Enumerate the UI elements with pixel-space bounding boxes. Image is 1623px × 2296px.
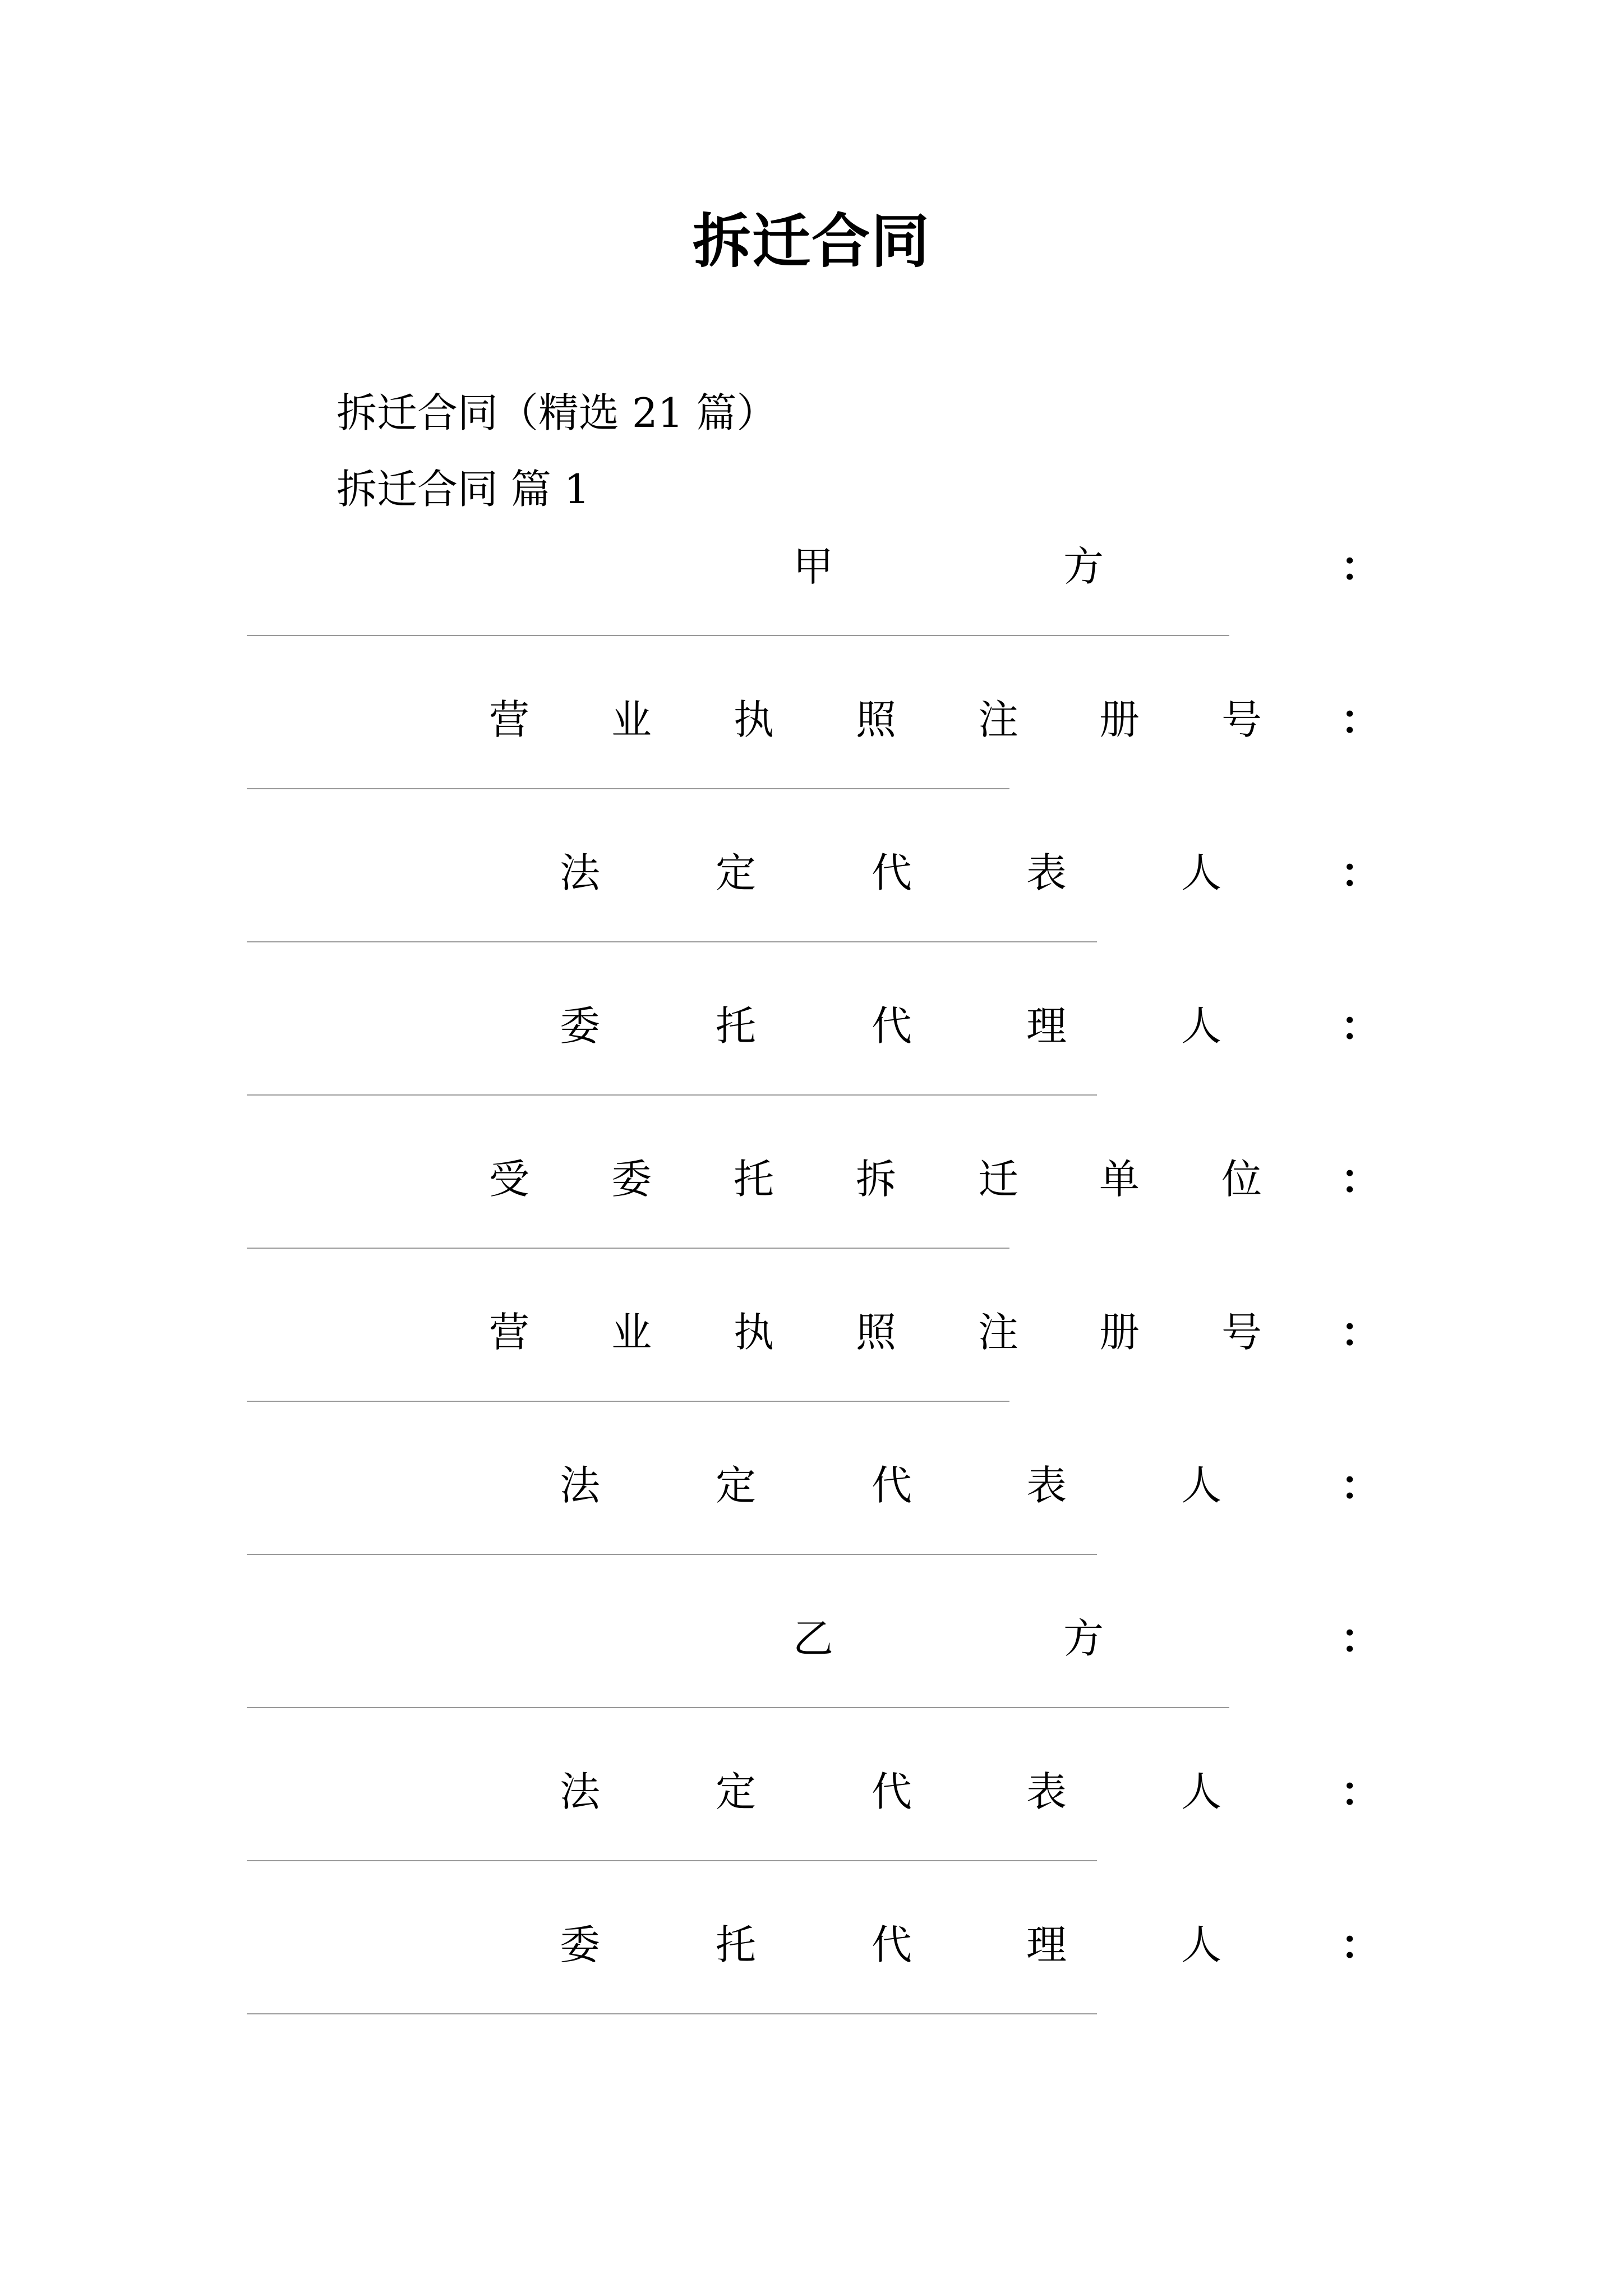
form-field [0,1304,1623,1457]
field-label-char: 人 [1181,1921,1222,1968]
field-label-char: 号 [1221,696,1262,743]
field-label-char: 代 [871,1002,912,1050]
fill-in-blank-line[interactable] [247,1707,1229,1708]
field-colon: ： [1340,542,1381,590]
field-label-char: 理 [1026,1921,1067,1968]
form-field [0,692,1623,844]
field-label-char: 法 [559,1768,601,1815]
field-label-char: 位 [1221,1156,1262,1203]
field-label-char: 委 [559,1921,601,1968]
field-label-char: 单 [1099,1156,1140,1203]
field-label-char: 定 [715,1768,757,1815]
field-colon: ： [1340,1308,1381,1356]
field-colon: ： [1340,1155,1381,1203]
field-label-char: 注 [978,1309,1019,1356]
field-colon: ： [1340,696,1381,743]
field-label-char: 法 [559,1462,601,1509]
field-colon: ： [1340,1921,1381,1968]
form-field [0,845,1623,997]
field-label-char: 代 [871,1768,912,1815]
field-label-char: 注 [978,696,1019,743]
field-label-char: 迁 [978,1156,1019,1203]
field-label-char: 方 [1063,1615,1104,1662]
field-label-char: 托 [715,1002,757,1050]
field-label-char: 人 [1181,1002,1222,1050]
field-label-char: 执 [733,696,774,743]
field-label-char: 业 [611,696,652,743]
field-label-char: 照 [855,1309,897,1356]
field-label-char: 代 [871,849,912,896]
field-label-char: 定 [715,1462,757,1509]
field-label-char: 托 [715,1921,757,1968]
field-label-char: 人 [1181,1462,1222,1509]
form-field [0,1764,1623,1916]
field-colon: ： [1340,849,1381,896]
form-field [0,1151,1623,1304]
field-colon: ： [1340,1002,1381,1050]
field-label-char: 照 [855,696,897,743]
field-label-char: 代 [871,1921,912,1968]
field-label-char: 执 [733,1309,774,1356]
fill-in-blank-line[interactable] [247,1401,1009,1402]
fill-in-blank-line[interactable] [247,2013,1097,2014]
field-label-char: 法 [559,849,601,896]
field-label-char: 甲 [792,543,834,590]
field-label-char: 托 [733,1156,774,1203]
field-label-char: 代 [871,1462,912,1509]
field-label-char: 表 [1026,1462,1067,1509]
field-label-char: 委 [559,1002,601,1050]
fill-in-blank-line[interactable] [247,941,1097,942]
field-label-char: 人 [1181,849,1222,896]
field-label-char: 表 [1026,849,1067,896]
intro-section-title: 拆迁合同 篇 1 [336,466,590,513]
field-label-char: 受 [488,1156,530,1203]
field-label-char: 理 [1026,1002,1067,1050]
field-label-char: 册 [1099,1309,1140,1356]
field-colon: ： [1340,1614,1381,1662]
field-label-char: 方 [1063,543,1104,590]
field-label-char: 拆 [855,1156,897,1203]
page-title: 拆迁合同 [692,206,930,275]
form-field [0,1611,1623,1763]
fill-in-blank-line[interactable] [247,788,1009,789]
field-label-char: 人 [1181,1768,1222,1815]
field-label-char: 委 [611,1156,652,1203]
intro-collection-title: 拆迁合同（精选 21 篇） [336,389,777,436]
field-label-char: 业 [611,1309,652,1356]
field-label-char: 营 [488,696,530,743]
field-label-char: 册 [1099,696,1140,743]
form-field [0,1917,1623,2069]
field-label-char: 乙 [792,1615,834,1662]
field-colon: ： [1340,1461,1381,1509]
form-field [0,1457,1623,1610]
field-label-char: 营 [488,1309,530,1356]
field-label-char: 号 [1221,1309,1262,1356]
fill-in-blank-line[interactable] [247,1554,1097,1555]
form-field [0,998,1623,1151]
form-field [0,539,1623,691]
field-label-char: 表 [1026,1768,1067,1815]
field-colon: ： [1340,1768,1381,1815]
fill-in-blank-line[interactable] [247,1860,1097,1861]
field-label-char: 定 [715,849,757,896]
fill-in-blank-line[interactable] [247,1094,1097,1096]
fill-in-blank-line[interactable] [247,635,1229,636]
fill-in-blank-line[interactable] [247,1248,1009,1249]
